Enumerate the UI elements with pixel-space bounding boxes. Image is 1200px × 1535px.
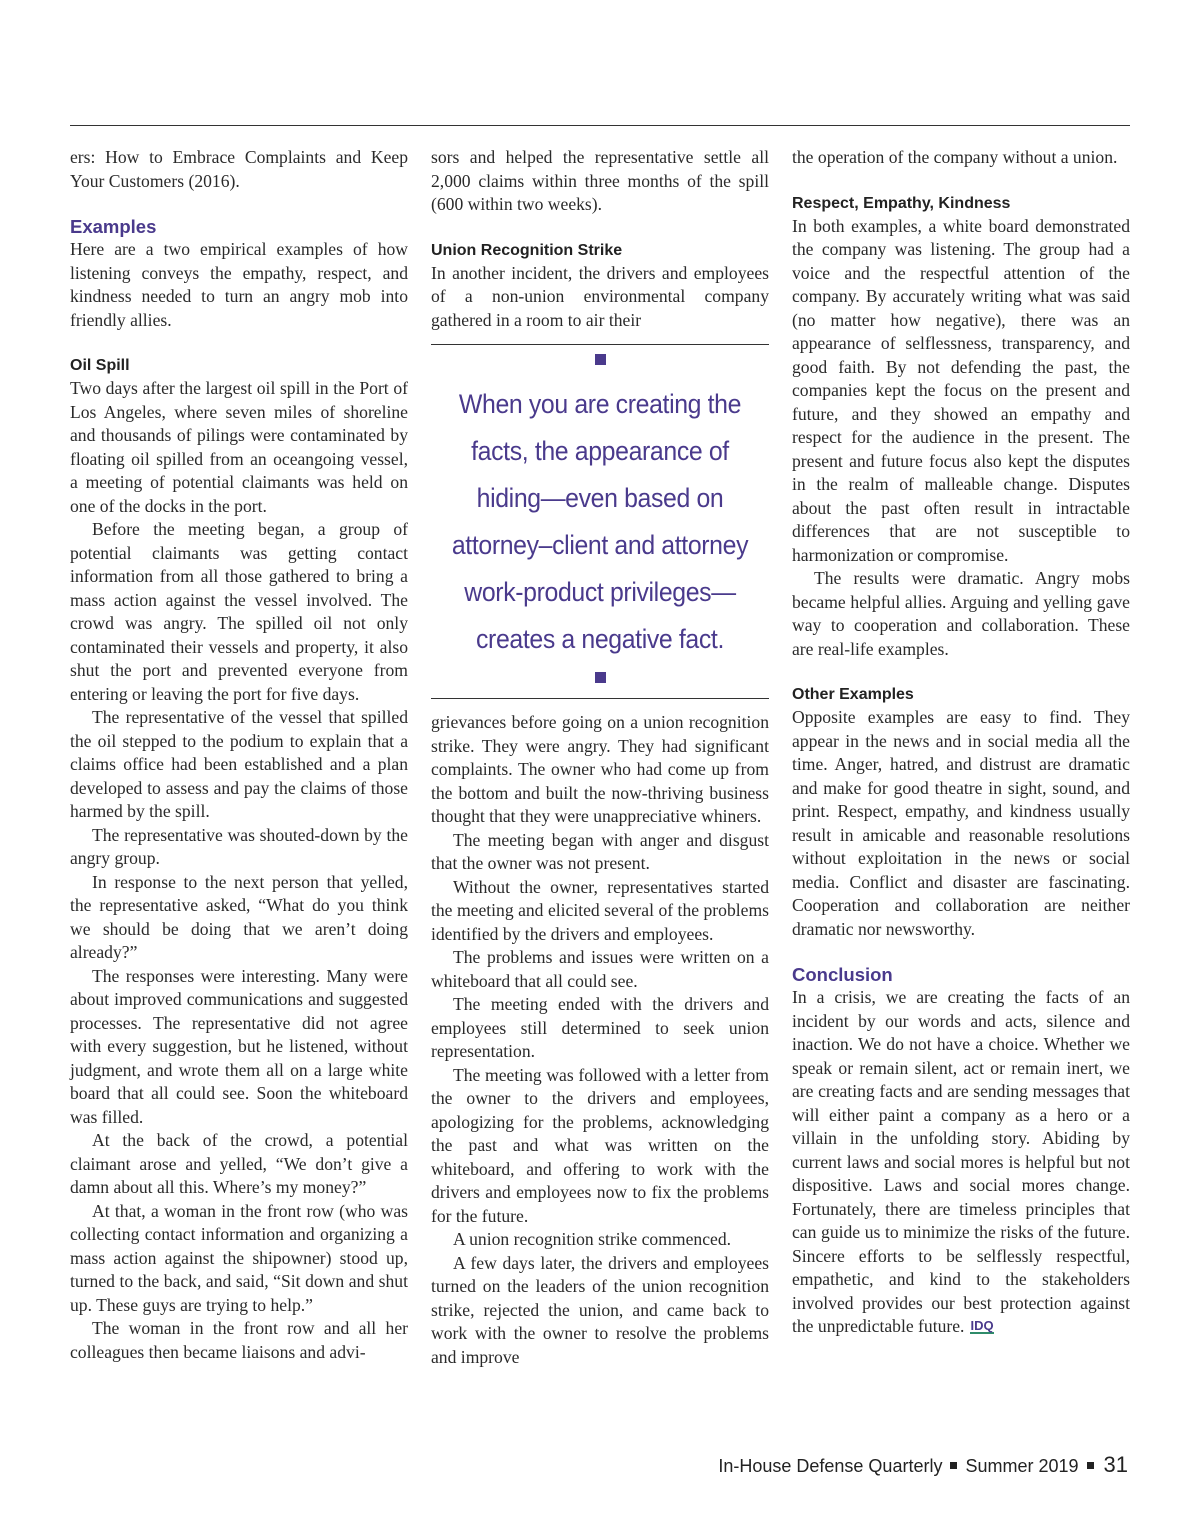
issue-date: Summer 2019 xyxy=(965,1456,1079,1476)
paragraph: At that, a woman in the front row (who was collecting contact information and organizing a mass action against the shipowner) stood up, turned to the back, and said, “Sit down and shut up. These guys are trying to help.” xyxy=(70,1200,408,1315)
paragraph: The results were dramatic. Angry mobs became helpful allies. Arguing and yelling gave way to cooperation and collaboration. These are real-life examples. xyxy=(792,568,1130,659)
paragraph: A union recognition strike commenced. xyxy=(453,1229,732,1249)
paragraph: Before the meeting began, a group of potential claimants was getting contact information from all those gathered to bring a mass action against the vessel involved. The crowd was angry. The spilled oil not only contaminated their vessels and property, it also shut the port and prevented everyone from entering or leaving the port for five days. xyxy=(70,519,408,704)
idq-logo-icon: IDQ xyxy=(970,1318,994,1333)
paragraph: The meeting was followed with a letter from the owner to the drivers and employees, apologizing for the problems, acknowledging the past and what was written on the whiteboard, and offering to work with the drivers and employees now to fix the problems for the future. xyxy=(431,1064,769,1226)
heading-oil-spill: Oil Spill xyxy=(70,357,130,374)
square-separator-icon xyxy=(1087,1462,1094,1469)
paragraph: ers: How to Embrace Complaints and Keep Your Customers (2016). xyxy=(70,147,408,191)
column-1 xyxy=(70,146,408,1364)
paragraph: The meeting began with anger and disgust that the owner was not present. xyxy=(431,829,769,873)
paragraph: Two days after the largest oil spill in the Port of Los Angeles, where seven miles of shoreline and thousands of pilings were contaminated by floating oil spilled from an oceangoing vessel, a meeting of potential claimants was held on one of the docks in the port. xyxy=(70,378,408,516)
paragraph: A few days later, the drivers and employees turned on the leaders of the union recognition strike, rejected the union, and came back to work with the owner to resolve the problems and improve xyxy=(431,1252,769,1367)
paragraph: At the back of the crowd, a potential claimant arose and yelled, “We don’t give a damn about all this. Where’s my money?” xyxy=(70,1130,408,1197)
page-footer xyxy=(718,1452,1128,1478)
paragraph: The representative of the vessel that spilled the oil stepped to the podium to explain that a claims office had been established and a plan developed to assess and pay the claims of those harmed by the spill. xyxy=(70,707,408,821)
heading-examples: Examples xyxy=(70,216,157,237)
publication-name: In-House Defense Quarterly xyxy=(718,1456,943,1476)
paragraph: grievances before going on a union recognition strike. They were angry. They had significant complaints. The owner who had come up from the bottom and built the now-thriving business thought that they were unappreciative whiners. xyxy=(431,712,769,826)
paragraph: sors and helped the representative settle all 2,000 claims within three months of the spill (600 within two weeks). xyxy=(431,147,769,214)
paragraph: Here are a two empirical examples of how listening conveys the empathy, respect, and kindness needed to turn an angry mob into friendly allies. xyxy=(70,239,408,330)
square-separator-icon xyxy=(950,1462,957,1469)
heading-other-examples: Other Examples xyxy=(792,686,914,703)
paragraph xyxy=(792,986,1130,1339)
paragraph: The representative was shouted-down by the angry group. xyxy=(70,824,408,868)
pull-quote xyxy=(431,344,769,699)
square-bullet-icon xyxy=(595,672,606,683)
paragraph: The problems and issues were written on a whiteboard that all could see. xyxy=(431,947,769,991)
paragraph: Without the owner, representatives started the meeting and elicited several of the problems identified by the drivers and employees. xyxy=(431,876,769,944)
paragraph: Opposite examples are easy to find. They appear in the news and in social media all the time. Anger, hatred, and distrust are dramatic and make for good theatre in sight, sound, and print. Respect, empathy, and kindness usually result in amicable and reasonable resolutions without exploitation in the news or social media. Conflict and disaster are fascinating. Cooperation and collaboration are neither dramatic nor newsworthy. xyxy=(792,707,1130,939)
page-number: 31 xyxy=(1103,1452,1128,1477)
column-3 xyxy=(792,146,1130,1339)
top-rule xyxy=(70,125,1130,126)
paragraph: the operation of the company without a union. xyxy=(792,147,1118,167)
paragraph: The responses were interesting. Many were about improved communications and suggested processes. The representative did not agree with every suggestion, but he listened, without judgment, and wrote them all on a large white board that all could see. Soon the whiteboard was filled. xyxy=(70,965,408,1127)
paragraph: In another incident, the drivers and employees of a non-union environmental company gathered in a room to air their xyxy=(431,262,769,330)
paragraph: The meeting ended with the drivers and employees still determined to seek union representation. xyxy=(431,994,769,1061)
paragraph: In response to the next person that yelled, the representative asked, “What do you think we should be doing that we aren’t doing already?” xyxy=(70,871,408,962)
heading-union-recognition-strike: Union Recognition Strike xyxy=(431,241,623,259)
square-bullet-icon xyxy=(595,354,606,365)
heading-respect-empathy-kindness: Respect, Empathy, Kindness xyxy=(792,194,1011,212)
heading-conclusion: Conclusion xyxy=(792,964,893,985)
column-2 xyxy=(431,146,769,1369)
pull-quote-text: When you are creating the facts, the appearance of hiding—even based on attorney–client and attorney work-product privileges—creates a negative fact. xyxy=(451,388,749,654)
paragraph: The woman in the front row and all her colleagues then became liaisons and advi- xyxy=(70,1318,408,1362)
conclusion-text: In a crisis, we are creating the facts of an incident by our words and acts, silence and inaction. We do not have a choice. Whether we speak or remain silent, act or remain inert, we are creating facts and are sending messages that will either paint a company as a hero or a villain in the unfolding story. Abiding by current laws and social mores is helpful but not dispositive. Laws and social mores change. Fortunately, there are timeless principles that can guide us to minimize the risks of the future. Sincere efforts to be selflessly respectful, empathetic, and kind to the stakeholders involved provides our best protection against the unpredictable future. xyxy=(792,987,1130,1336)
paragraph: In both examples, a white board demonstrated the company was listening. The group had a voice and the respectful attention of the company. By accurately writing what was said (no matter how negative), there was an appearance of selflessness, transparency, and good faith. By not defending the past, the companies kept the focus on the present and future, and they showed an empathy and respect for the audience in the present. The present and future focus also kept the disputes in the realm of malleable change. Disputes about the past often result in intractable differences that are not susceptible to harmonization or compromise. xyxy=(792,215,1130,565)
